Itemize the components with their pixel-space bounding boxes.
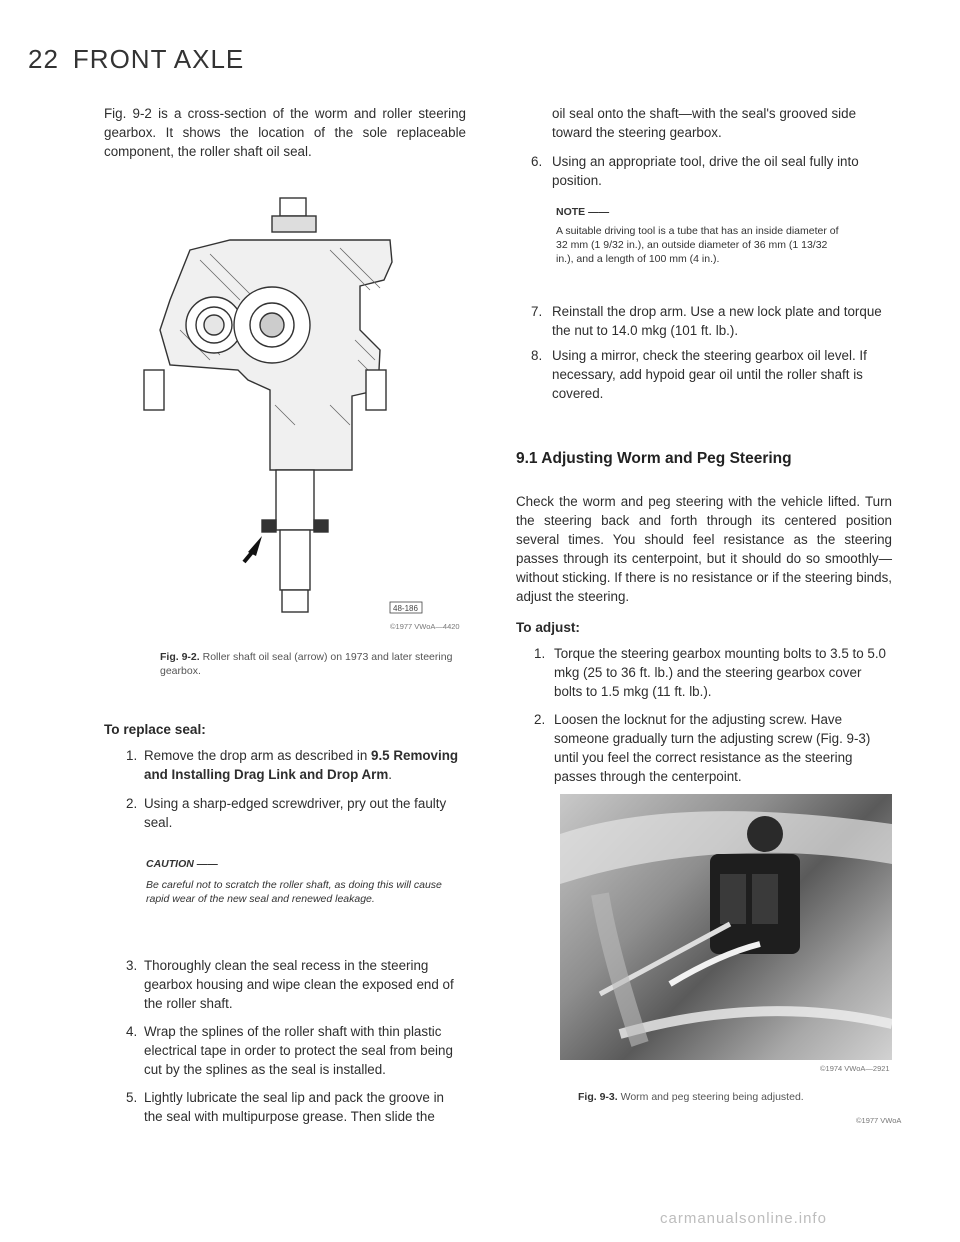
replace-step-2: 2. Using a sharp-edged screwdriver, pry out the faulty seal. xyxy=(126,796,447,830)
fig-9-2-caption-text: Roller shaft oil seal (arrow) on 1973 and later steering gearbox. xyxy=(160,651,453,677)
page-number: 22 xyxy=(28,44,59,74)
watermark: carmanualsonline.info xyxy=(660,1210,827,1227)
continued-text: oil seal onto the shaft—with the seal's grooved side toward the steering gearbox. xyxy=(552,106,857,140)
fig-9-3-caption-text: Worm and peg steering being adjusted. xyxy=(620,1091,804,1103)
figure-stamp: 48-186 xyxy=(393,604,418,613)
fig-9-2-caption xyxy=(160,650,460,678)
adjust-step-2: 2. Loosen the locknut for the adjusting screw. Have someone gradually turn the adjusting screw (Fig. 9-3) until you feel the correct resistance as the steering passes through the centerpoint. xyxy=(534,712,871,784)
figure-9-2 xyxy=(130,190,470,630)
replace-step-6: 6. Using an appropriate tool, drive the oil seal fully into position. xyxy=(531,154,859,188)
fig-9-3-caption-label: Fig. 9-3. xyxy=(578,1091,618,1103)
intro-paragraph: Fig. 9-2 is a cross-section of the worm and roller steering gearbox. It shows the location of the sole replaceable component, the roller shaft oil seal. xyxy=(104,106,466,159)
cross-reference: 9.5 Removing and Installing Drag Link and Drop Arm xyxy=(144,748,459,782)
replace-seal-heading: To replace seal: xyxy=(104,722,206,737)
fig-9-2-caption-label: Fig. 9-2. xyxy=(160,651,200,663)
caution-heading: CAUTION —— xyxy=(146,858,218,870)
gearbox-cross-section-drawing xyxy=(130,190,470,630)
fig-9-3-caption xyxy=(578,1090,898,1104)
adjust-step-1: 1. Torque the steering gearbox mounting bolts to 3.5 to 5.0 mkg (25 to 36 ft. lb.) and the steering gearbox cover bolts to 1.5 mkg (11 ft. lb.). xyxy=(534,646,887,699)
figure-9-3-photo xyxy=(560,794,892,1060)
replace-step-5: 5. Lightly lubricate the seal lip and pack the groove in the seal with multipurpose grease. Then slide the xyxy=(126,1090,444,1124)
section-title: 9.1 Adjusting Worm and Peg Steering xyxy=(516,450,792,467)
chapter-title: FRONT AXLE xyxy=(72,44,245,74)
step-text: Remove the drop arm as described in 9.5 Removing and Installing Drag Link and Drop Arm. xyxy=(144,748,459,782)
steering-gearbox-photo xyxy=(560,794,892,1060)
replace-step-8: 8. Using a mirror, check the steering gearbox oil level. If necessary, add hypoid gear oil until the roller shaft is covered. xyxy=(531,348,867,401)
replace-step-1 xyxy=(126,746,464,786)
bottom-credit: ©1977 VWoA xyxy=(856,1116,902,1125)
replace-step-3: 3. Thoroughly clean the seal recess in the steering gearbox housing and wipe clean the exposed end of the roller shaft. xyxy=(126,958,454,1011)
section-paragraph: Check the worm and peg steering with the vehicle lifted. Turn the steering back and forth through its centered position several times. You should feel resistance as the steering passes through its centerpoint, but it should do so smoothly—without sticking. If there is no resistance or if the steering binds, adjust the steering. xyxy=(516,494,892,604)
fig-9-3-credit: ©1974 VWoA—2921 xyxy=(820,1064,890,1073)
note-text: A suitable driving tool is a tube that has an inside diameter of 32 mm (1 9/32 in.), an outside diameter of 36 mm (1 13/32 in.), and a length of 100 mm (4 in.). xyxy=(556,225,839,265)
adjust-heading: To adjust: xyxy=(516,620,580,635)
replace-step-7: 7. Reinstall the drop arm. Use a new lock plate and torque the nut to 14.0 mkg (101 ft. lb.). xyxy=(531,304,882,338)
caution-text: Be careful not to scratch the roller shaft, as doing this will cause rapid wear of the new seal and renewed leakage. xyxy=(146,879,442,905)
note-heading: NOTE —— xyxy=(556,206,610,218)
fig-9-2-credit: ©1977 VWoA—4420 xyxy=(390,622,460,631)
replace-step-4: 4. Wrap the splines of the roller shaft with thin plastic electrical tape in order to protect the seal from being cut by the splines as the seal is installed. xyxy=(126,1024,453,1077)
step-number: 1. xyxy=(126,748,138,763)
page-header xyxy=(28,44,244,75)
